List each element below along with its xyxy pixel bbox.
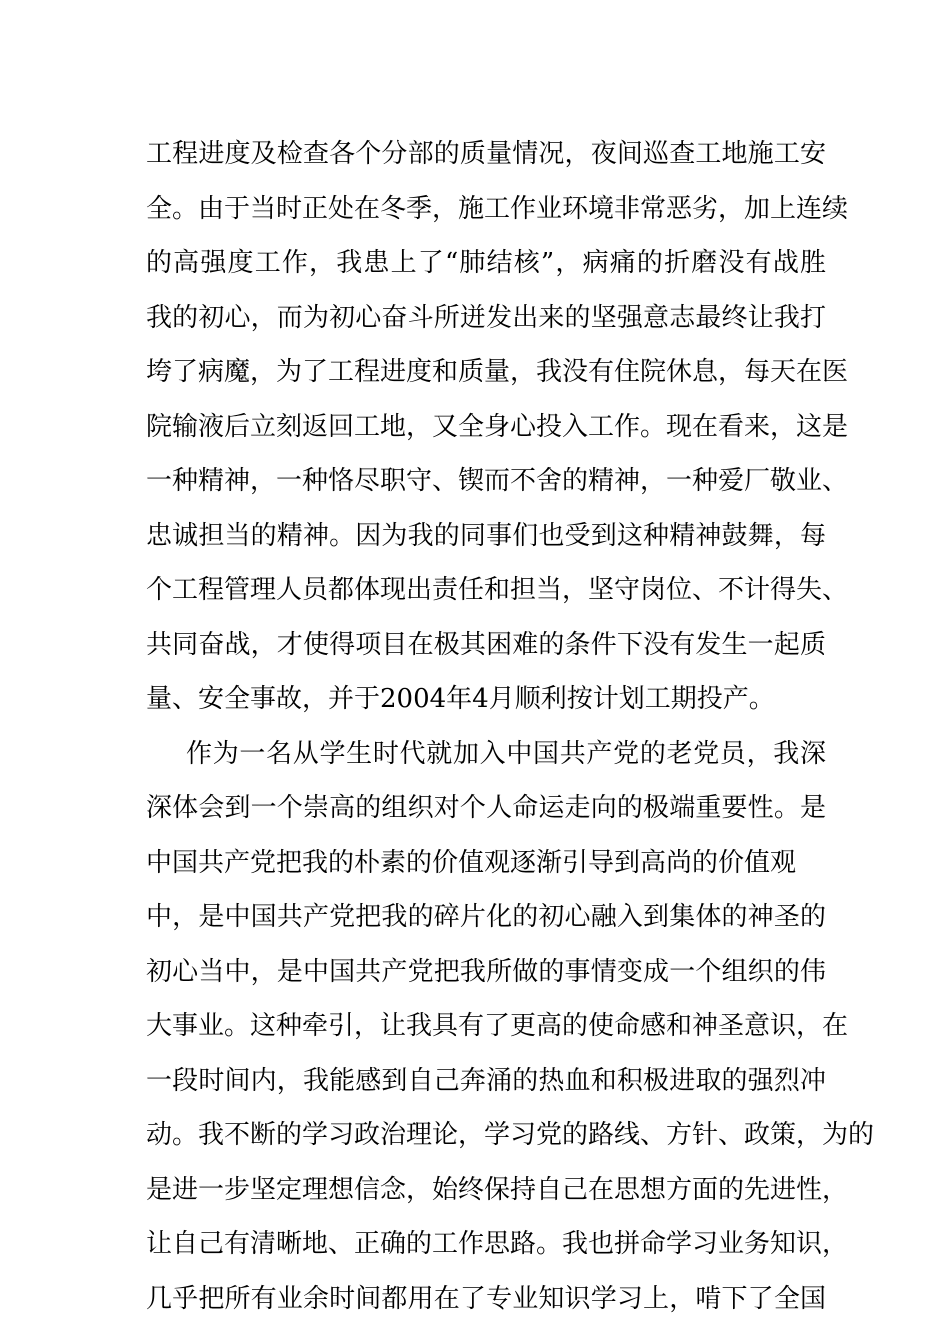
text-line: 全。由于当时正处在冬季，施工作业环境非常恶劣，加上连续: [146, 193, 849, 224]
text-line: 的高强度工作，我患上了“肺结核”，病痛的折磨没有战胜: [146, 248, 826, 278]
text-line: 工程进度及检查各个分部的质量情况，夜间巡查工地施工安: [146, 139, 826, 169]
paragraph-first-line: 作为一名从学生时代就加入中国共产党的老党员，我深: [186, 738, 826, 769]
text-line: 量、安全事故，并于2004年4月顺利按计划工期投产。: [146, 684, 775, 714]
body-text: [146, 127, 875, 1326]
text-line: 初心当中，是中国共产党把我所做的事情变成一个组织的伟: [146, 956, 826, 987]
text-line: 院输液后立刻返回工地，又全身心投入工作。现在看来，这是: [146, 411, 849, 442]
text-line: 中国共产党把我的朴素的价值观逐渐引导到高尚的价值观: [146, 847, 797, 878]
text-line: 是进一步坚定理想信念，始终保持自己在思想方面的先进性，: [146, 1174, 849, 1205]
text-line: 让自己有清晰地、正确的工作思路。我也拼命学习业务知识，: [146, 1229, 849, 1259]
text-line: 垮了病魔，为了工程进度和质量，我没有住院休息，每天在医: [146, 357, 849, 387]
text-line: 中，是中国共产党把我的碎片化的初心融入到集体的神圣的: [146, 902, 826, 932]
text-line: 一段时间内，我能感到自己奔涌的热血和积极进取的强烈冲: [146, 1065, 826, 1096]
text-line: 共同奋战，才使得项目在极其困难的条件下没有发生一起质: [146, 629, 826, 660]
text-line: 动。我不断的学习政治理论，学习党的路线、方针、政策，为的: [146, 1120, 875, 1150]
text-line: 大事业。这种牵引，让我具有了更高的使命感和神圣意识，在: [146, 1011, 849, 1041]
text-line: 忠诚担当的精神。因为我的同事们也受到这种精神鼓舞，每: [146, 520, 826, 551]
text-line: 几乎把所有业余时间都用在了专业知识学习上，啃下了全国: [146, 1283, 826, 1314]
text-line: 我的初心，而为初心奋斗所迸发出来的坚强意志最终让我打: [146, 302, 826, 333]
text-line: 深体会到一个崇高的组织对个人命运走向的极端重要性。是: [146, 793, 826, 823]
text-line: 个工程管理人员都体现出责任和担当，坚守岗位、不计得失、: [146, 575, 849, 605]
text-line: 一种精神，一种恪尽职守、锲而不舍的精神，一种爱厂敬业、: [146, 466, 849, 496]
